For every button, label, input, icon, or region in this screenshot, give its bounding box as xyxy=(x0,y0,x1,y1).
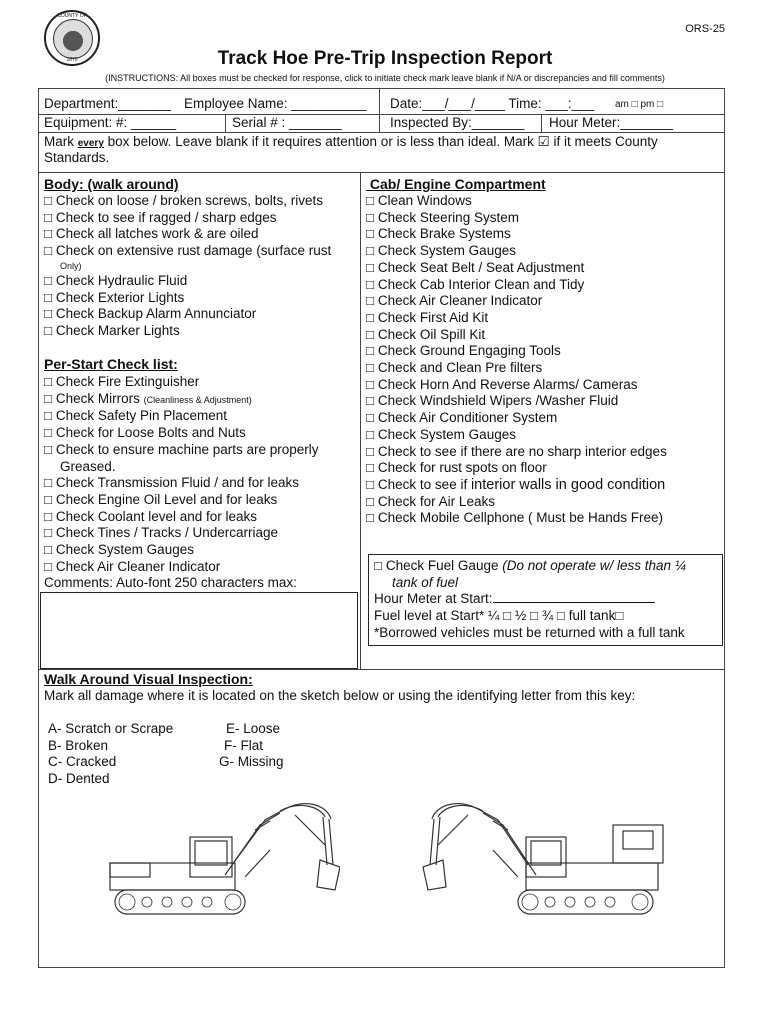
checklist-item[interactable]: □ Check Marker Lights xyxy=(44,322,180,338)
interior-walls-label: □ Check to see if xyxy=(366,476,471,492)
inspected-by-field[interactable]: Inspected By:_______ xyxy=(390,115,525,130)
date-time-field[interactable]: Date:___/___/____ Time: ___:___ xyxy=(390,96,595,111)
checklist-item[interactable]: □ Check Fire Extinguisher xyxy=(44,374,200,389)
checklist-item[interactable]: □ Check Coolant level and for leaks xyxy=(44,508,258,524)
body-section-heading: Body: (walk around) xyxy=(44,176,179,192)
checklist-item[interactable]: □ Check Air Conditioner System xyxy=(366,410,558,426)
checklist-item[interactable]: □ Check for rust spots on floor xyxy=(366,460,547,476)
walk-around-instruction: Mark all damage where it is located on the sketch below or using the identifying letter from this key: xyxy=(44,688,636,703)
checklist-item[interactable]: □ Check Mobile Cellphone ( Must be Hands Free) xyxy=(366,510,664,526)
checklist-item[interactable]: □ Check Horn And Reverse Alarms/ Cameras xyxy=(366,376,638,392)
mirrors-note: (Cleanliness & Adjustment) xyxy=(143,394,252,405)
key-item: A- Scratch or Scrape xyxy=(48,721,174,736)
checklist-item[interactable]: □ Check for Loose Bolts and Nuts xyxy=(44,425,246,441)
seal-year: 1870 xyxy=(66,57,78,63)
page-title: Track Hoe Pre-Trip Inspection Report xyxy=(217,48,553,69)
checklist-item[interactable]: □ Check all latches work & are oiled xyxy=(44,226,259,242)
checklist-item[interactable]: □ Check Brake Systems xyxy=(366,226,511,242)
excavator-right-icon[interactable] xyxy=(418,795,668,920)
checklist-item[interactable]: □ Check System Gauges xyxy=(366,426,516,442)
form-number: ORS-25 xyxy=(685,23,725,35)
excavator-left-icon[interactable] xyxy=(95,795,340,920)
key-item: F- Flat xyxy=(224,737,263,753)
prestart-checklist xyxy=(44,374,319,592)
checklist-item[interactable]: □ Clean Windows xyxy=(366,193,472,208)
checklist-item[interactable]: □ Check to see if there are no sharp interior edges xyxy=(366,443,667,459)
key-item: C- Cracked xyxy=(48,754,117,770)
checklist-item[interactable] xyxy=(44,391,319,409)
equipment-field[interactable]: Equipment: #: ______ xyxy=(44,115,177,130)
checklist-item[interactable]: □ Check Ground Engaging Tools xyxy=(366,343,561,359)
hour-meter-field[interactable]: Hour Meter:_______ xyxy=(549,115,673,130)
hour-meter-start[interactable] xyxy=(374,591,686,608)
hour-meter-start-line[interactable] xyxy=(493,591,655,603)
mark-text-rest: box below. Leave blank if it requires attention or is less than ideal. Mark ☑ if it meets County xyxy=(103,134,658,149)
key-item: E- Loose xyxy=(226,721,281,736)
checklist-item[interactable]: □ Check Windshield Wipers /Washer Fluid xyxy=(366,393,619,409)
checklist-item[interactable]: □ Check on extensive rust damage (surface rust xyxy=(44,243,332,259)
checklist-item[interactable]: □ Check for Air Leaks xyxy=(366,493,495,509)
checklist-item[interactable] xyxy=(366,477,667,494)
mark-instruction-line1 xyxy=(44,134,658,150)
comments-input[interactable] xyxy=(40,592,358,669)
divider xyxy=(541,114,542,132)
checklist-item[interactable]: □ Check and Clean Pre filters xyxy=(366,360,543,376)
mark-text: Mark xyxy=(44,134,78,149)
cab-section-heading: Cab/ Engine Compartment xyxy=(366,176,546,192)
mirrors-label: □ Check Mirrors xyxy=(44,390,144,406)
checklist-item[interactable]: □ Check System Gauges xyxy=(44,542,194,558)
checklist-item[interactable]: □ Check Exterior Lights xyxy=(44,289,185,305)
mark-instruction-line2: Standards. xyxy=(44,150,110,165)
divider xyxy=(38,669,725,670)
instructions-text: (INSTRUCTIONS: All boxes must be checked for response, click to initiate check mark leave blank if N/A or discrepancies and fill comments) xyxy=(105,73,665,83)
checklist-item[interactable]: □ Check on loose / broken screws, bolts, rivets xyxy=(44,193,324,208)
hour-meter-start-label: Hour Meter at Start: xyxy=(374,591,493,607)
comments-label: Comments: Auto-font 250 characters max: xyxy=(44,575,297,591)
checklist-item[interactable]: □ Check Transmission Fluid / and for leaks xyxy=(44,475,300,491)
divider xyxy=(38,172,725,173)
checklist-item[interactable]: □ Check System Gauges xyxy=(366,243,516,259)
every-emphasis: every xyxy=(77,138,104,149)
checklist-item[interactable]: □ Check Tines / Tracks / Undercarriage xyxy=(44,525,278,541)
fuel-gauge-note: (Do not operate w/ less than ¼ xyxy=(502,558,687,573)
damage-key-left xyxy=(48,721,173,787)
body-checklist xyxy=(44,193,331,340)
fuel-box-content xyxy=(374,558,686,642)
employee-name-field[interactable]: Employee Name: __________ xyxy=(184,96,367,111)
key-item: B- Broken xyxy=(48,737,109,753)
seal-text: COUNTY OF xyxy=(57,13,87,19)
divider xyxy=(225,114,226,132)
fuel-gauge-check[interactable] xyxy=(374,558,686,575)
checklist-item[interactable]: □ Check Safety Pin Placement xyxy=(44,408,227,424)
checklist-item[interactable]: □ Check Cab Interior Clean and Tidy xyxy=(366,276,585,292)
rust-note: Only) xyxy=(60,260,82,271)
checklist-item[interactable]: □ Check Engine Oil Level and for leaks xyxy=(44,491,278,507)
checklist-item[interactable]: □ Check Hydraulic Fluid xyxy=(44,272,188,288)
divider xyxy=(379,88,380,132)
column-divider xyxy=(360,172,361,669)
divider xyxy=(38,132,725,133)
damage-key-right xyxy=(219,721,284,771)
checklist-item[interactable]: □ Check Air Cleaner Indicator xyxy=(366,293,543,309)
checklist-item-cont: Greased. xyxy=(60,458,116,474)
key-item: D- Dented xyxy=(48,770,110,786)
checklist-item[interactable]: □ Check First Aid Kit xyxy=(366,309,489,325)
checklist-item[interactable]: □ Check Steering System xyxy=(366,209,519,225)
interior-walls-label-large: interior walls in good condition xyxy=(470,476,666,493)
borrowed-note: *Borrowed vehicles must be returned with a full tank xyxy=(374,624,685,640)
checklist-item[interactable]: □ Check Seat Belt / Seat Adjustment xyxy=(366,259,585,275)
checklist-item[interactable]: □ Check Air Cleaner Indicator xyxy=(44,558,221,574)
checklist-item[interactable]: □ Check to ensure machine parts are properly xyxy=(44,441,319,457)
fuel-gauge-label: □ Check Fuel Gauge xyxy=(374,558,503,573)
prestart-section-heading: Per-Start Check list: xyxy=(44,356,178,372)
key-item: G- Missing xyxy=(219,754,284,770)
checklist-item[interactable]: □ Check Backup Alarm Annunciator xyxy=(44,306,257,322)
cab-checklist xyxy=(366,193,667,527)
am-pm-checkboxes[interactable]: am □ pm □ xyxy=(615,99,664,110)
department-field[interactable]: Department:_______ xyxy=(44,96,171,111)
checklist-item[interactable]: □ Check Oil Spill Kit xyxy=(366,326,486,342)
fuel-level-checkboxes[interactable]: Fuel level at Start* ¼ □ ½ □ ¾ □ full tank□ xyxy=(374,608,624,624)
walk-around-heading: Walk Around Visual Inspection: xyxy=(44,671,253,687)
fuel-gauge-note-cont: tank of fuel xyxy=(392,574,459,590)
checklist-item[interactable]: □ Check to see if ragged / sharp edges xyxy=(44,209,277,225)
serial-field[interactable]: Serial # : _______ xyxy=(232,115,342,130)
